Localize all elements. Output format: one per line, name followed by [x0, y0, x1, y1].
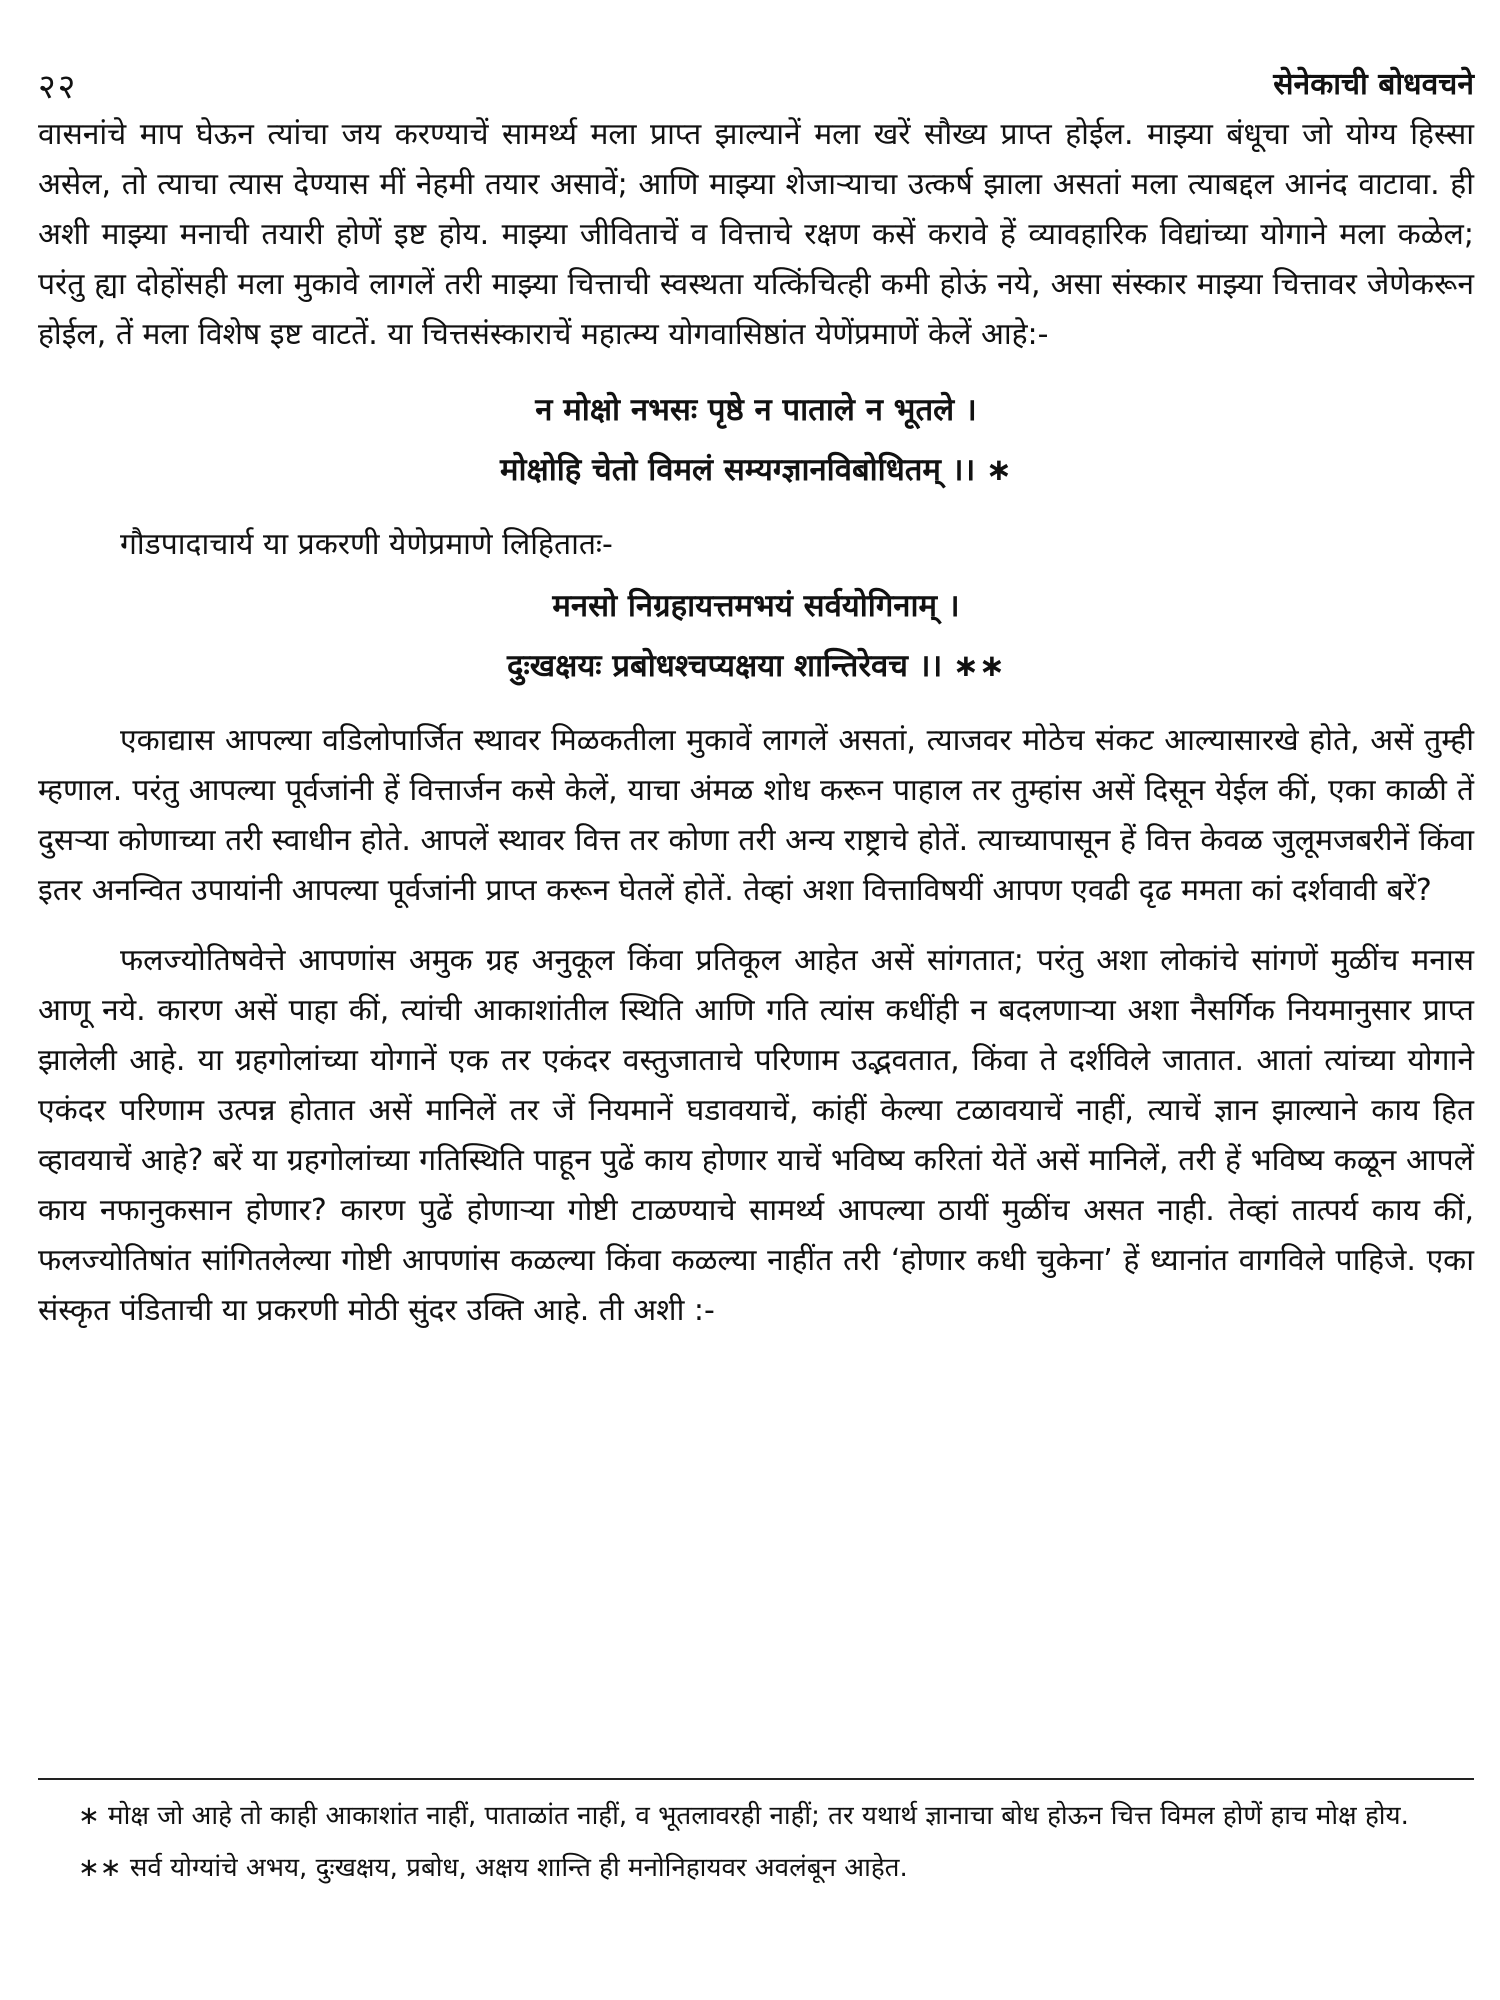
verse-1-line-1: न मोक्षो नभसः पृष्ठे न पाताले न भूतले ।: [535, 392, 977, 428]
verse-yogavasishtha: [38, 380, 1474, 500]
footnote-1: ∗ मोक्ष जो आहे तो काही आकाशांत नाहीं, पाताळांत नाहीं, व भूतलावरही नाहीं; तर यथार्थ ज्ञानाचा बोध होऊन चित्त विमल होणें हाच मोक्ष होय.: [78, 1801, 1409, 1831]
page-number: २२: [38, 67, 78, 107]
main-text: [38, 110, 1474, 1336]
running-title: सेनेकाची बोधवचने: [1273, 67, 1474, 102]
paragraph-3: एकाद्यास आपल्या वडिलोपार्जित स्थावर मिळकतीला मुकावें लागलें असतां, त्याजवर मोठेच संकट आल्यासारखे होते, असें तुम्ही म्हणाल. परंतु आपल्या पूर्वजांनी हें वित्तार्जन कसे केलें, याचा अंमळ शोध करून पाहाल तर तुम्हांस असें दिसून येईल कीं, एका काळी तें दुसऱ्या कोणाच्या तरी स्वाधीन होते. आपलें स्थावर वित्त तर कोणा तरी अन्य राष्ट्राचे होतें. त्याच्यापासून हें वित्त केवळ जुलूमजबरीनें किंवा इतर अनन्वित उपायांनी आपल्या पूर्वजांनी प्राप्त करून घेतलें होतें. तेव्हां अशा वित्ताविषयीं आपण एवढी दृढ ममता कां दर्शवावी बरें?: [38, 723, 1474, 908]
footnotes: [38, 1778, 1474, 1890]
verse-1-line-2: मोक्षोहि चेतो विमलं सम्यग्ज्ञानविबोधितम् ।। ∗: [499, 452, 1013, 488]
page-header: [38, 62, 1474, 112]
paragraph-1: वासनांचे माप घेऊन त्यांचा जय करण्याचें सामर्थ्य मला प्राप्त झाल्यानें मला खरें सौख्य प्राप्त होईल. माझ्या बंधूचा जो योग्य हिस्सा असेल, तो त्याचा त्यास देण्यास मीं नेहमी तयार असावें; आणि माझ्या शेजाऱ्याचा उत्कर्ष झाला असतां मला त्याबद्दल आनंद वाटावा. ही अशी माझ्या मनाची तयारी होणें इष्ट होय. माझ्या जीविताचें व वित्ताचे रक्षण कसें करावे हें व्यावहारिक विद्यांच्या योगाने मला कळेल; परंतु ह्या दोहोंसही मला मुकावे लागलें तरी माझ्या चित्ताची स्वस्थता यत्किंचित्ही कमी होऊं नये, असा संस्कार माझ्या चित्तावर जेणेकरून होईल, तें मला विशेष इष्ट वाटतें. या चित्तसंस्काराचें महात्म्य योगवासिष्ठांत येणेंप्रमाणें केलें आहे:-: [38, 117, 1474, 352]
paragraph-2: गौडपादाचार्य या प्रकरणी येणेप्रमाणे लिहितातः-: [120, 527, 613, 562]
paragraph-4: फलज्योतिषवेत्ते आपणांस अमुक ग्रह अनुकूल किंवा प्रतिकूल आहेत असें सांगतात; परंतु अशा लोकांचे सांगणें मुळींच मनास आणू नये. कारण असें पाहा कीं, त्यांची आकाशांतील स्थिति आणि गति त्यांस कधींही न बदलणाऱ्या अशा नैसर्गिक नियमानुसार प्राप्त झालेली आहे. या ग्रहगोलांच्या योगानें एक तर एकंदर वस्तुजाताचे परिणाम उद्भवतात, किंवा ते दर्शविले जातात. आतां त्यांच्या योगाने एकंदर परिणाम उत्पन्न होतात असें मानिलें तर जें नियमानें घडावयाचें, कांहीं केल्या टळावयाचें नाहीं, त्याचें ज्ञान झाल्याने काय हित व्हावयाचें आहे? बरें या ग्रहगोलांच्या गतिस्थिति पाहून पुढें काय होणार याचें भविष्य करितां येतें असें मानिलें, तरी हें भविष्य कळून आपलें काय नफानुकसान होणार? कारण पुढें होणाऱ्या गोष्टी टाळण्याचे सामर्थ्य आपल्या ठायीं मुळींच असत नाही. तेव्हां तात्पर्य काय कीं, फलज्योतिषांत सांगितलेल्या गोष्टी आपणांस कळल्या किंवा कळल्या नाहींत तरी ‘होणार कधी चुकेना’ हें ध्यानांत वागविले पाहिजे. एका संस्कृत पंडिताची या प्रकरणी मोठी सुंदर उक्ति आहे. ती अशी :-: [38, 943, 1474, 1328]
verse-2-line-2: दुःखक्षयः प्रबोधश्चप्यक्षया शान्तिरेवच ।। ∗∗: [507, 648, 1005, 684]
verse-2-line-1: मनसो निग्रहायत्तमभयं सर्वयोगिनाम् ।: [552, 588, 960, 624]
verse-gaudapada: [38, 576, 1474, 696]
footnote-2: ∗∗ सर्व योग्यांचे अभय, दुःखक्षय, प्रबोध, अक्षय शान्ति ही मनोनिहायवर अवलंबून आहेत.: [78, 1853, 908, 1883]
